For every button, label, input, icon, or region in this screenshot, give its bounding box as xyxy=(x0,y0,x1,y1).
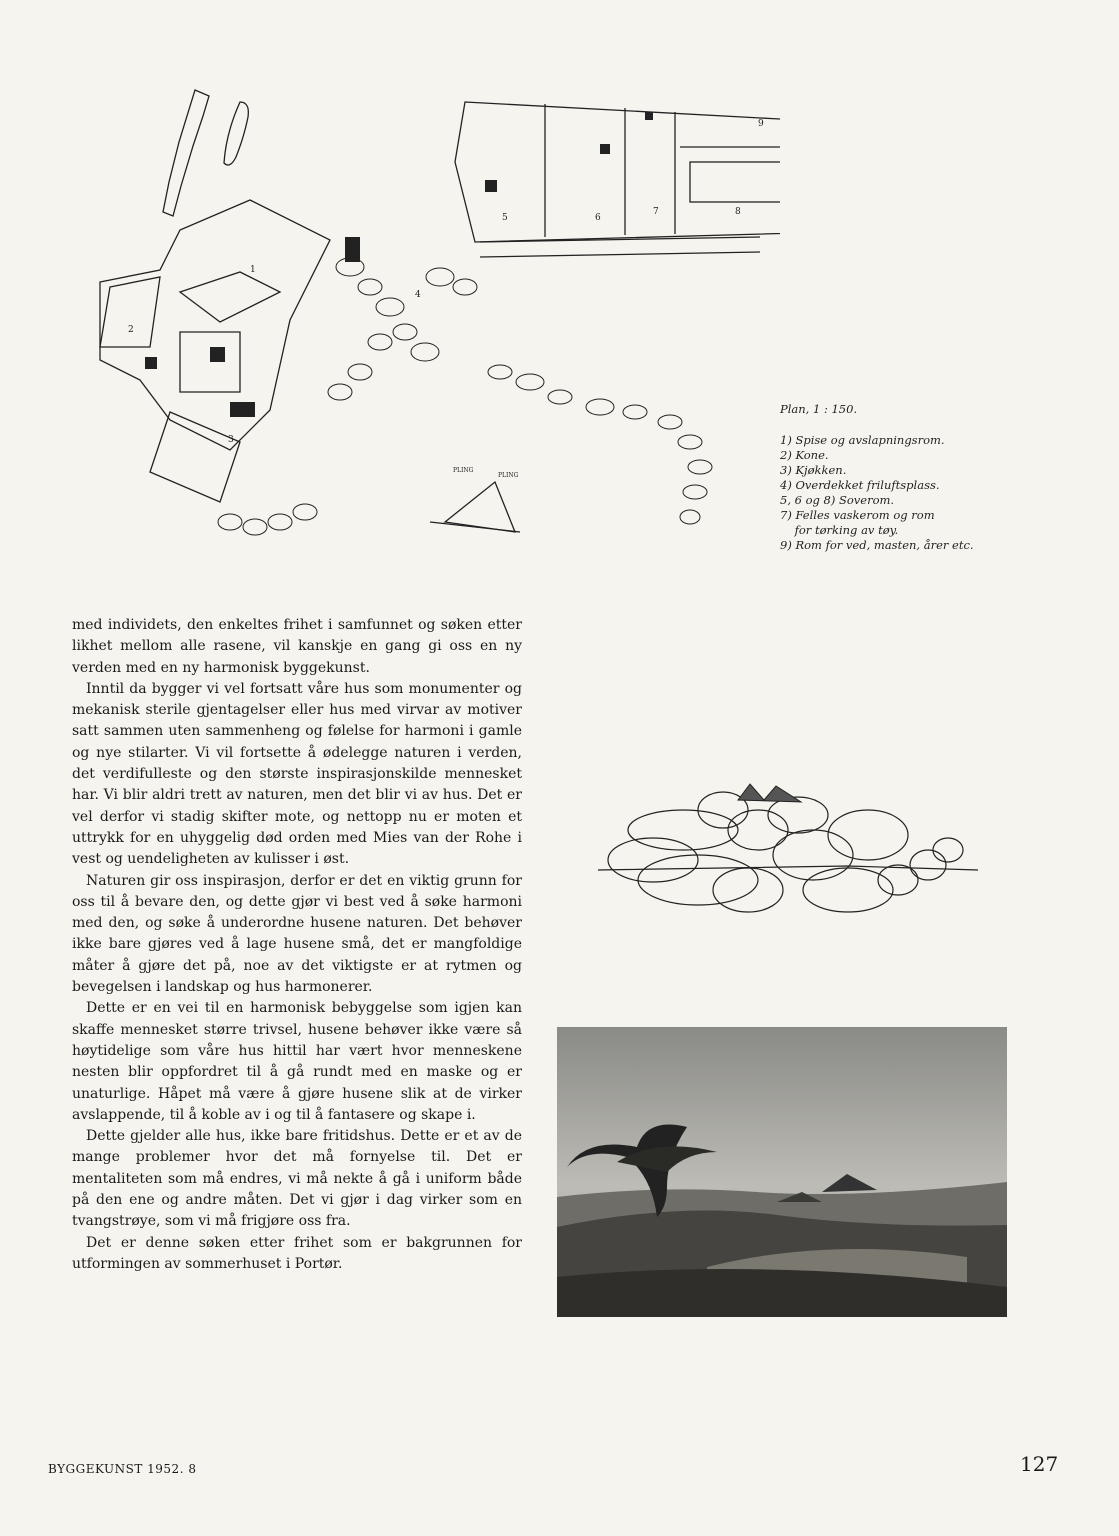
page-number: 127 xyxy=(1020,1452,1059,1476)
room-label-9: 9 xyxy=(758,119,764,129)
paragraph: Inntil da bygger vi vel fortsatt våre hus som monumenter og mekanisk sterile gjentagelser eller hus med virvar av motiver satt sammen uten sammenheng og følelse for harmoni i gamle og nye stilarter. Vi vil fortsette å ødelegge naturen i verden, det verdifulleste og den største inspirasjonskilde mennesket har. Vi blir aldri trett av naturen, men det blir vi av hus. Det er vel derfor vi stadig skifter mote, og nettopp nu er moten et uttrykk for en uhyggelig død orden med Mies van der Rohe i vest og uendeligheten av kulisser i øst. xyxy=(72,680,522,868)
room-label-1: 1 xyxy=(250,265,256,275)
compass-label-left: PLING xyxy=(453,467,474,474)
plan-scale-title: Plan, 1 : 150. xyxy=(780,402,858,416)
room-label-6: 6 xyxy=(595,213,601,223)
plan-legend xyxy=(780,402,1070,553)
legend-item: 1) Spise og avslapningsrom. xyxy=(780,433,945,447)
compass-label-right: PLING xyxy=(498,472,519,479)
legend-item: 4) Overdekket friluftsplass. xyxy=(780,478,940,492)
floor-plan-drawing xyxy=(80,82,780,582)
legend-item: 5, 6 og 8) Soverom. xyxy=(780,493,895,507)
room-label-7: 7 xyxy=(653,207,659,217)
paragraph: Dette er en vei til en harmonisk bebyggelse som igjen kan skaffe mennesket større trivsel, husene behøver ikke være så høytidelige som våre hus hittil har vært hvor menneskene nesten blir oppfordret til å gå rundt med en maske og er unaturlige. Håpet må være å gjøre husene slik at de virker avslappende, til å koble av i og til å fantasere og skape i. xyxy=(72,1000,522,1123)
legend-item: 2) Kone. xyxy=(780,448,829,462)
legend-item: 9) Rom for ved, masten, årer etc. xyxy=(780,538,974,552)
paragraph: med individets, den enkeltes frihet i samfunnet og søken etter likhet mellom alle rasene, vil kanskje en gang gi oss en ny verden med en ny harmonisk byggekunst. xyxy=(72,617,522,676)
room-label-3: 3 xyxy=(228,435,234,445)
legend-item: 7) Felles vaskerom og rom xyxy=(780,508,935,522)
room-label-2: 2 xyxy=(128,325,134,335)
legend-item: 3) Kjøkken. xyxy=(780,463,847,477)
article-body xyxy=(72,615,522,1275)
room-label-8: 8 xyxy=(735,207,741,217)
paragraph: Naturen gir oss inspirasjon, derfor er det en viktig grunn for oss til å bevare den, og dette gjør vi best ved å søke harmoni med den, og søke å underordne husene naturen. Det behøver ikke bare gjøres ved å lage husene små, det er mangfoldige måter å gjøre det på, noe av det viktigste er at rytmen og bevegelsen i landskap og hus harmonerer. xyxy=(72,872,522,996)
paragraph: Dette gjelder alle hus, ikke bare fritidshus. Dette er et av de mange problemer hvor det må fornyelse til. Det er mentaliteten som må endres, vi må nekte å gå i uniform både på den ene og andre måten. Det vi gjør i dag virker som en tvangstrøye, som vi må frigjøre oss fra. xyxy=(72,1128,522,1230)
journal-footer: BYGGEKUNST 1952. 8 xyxy=(48,1462,197,1476)
paragraph: Det er denne søken etter frihet som er bakgrunnen for utformingen av sommerhuset i Portør. xyxy=(72,1234,522,1272)
room-label-4: 4 xyxy=(415,290,421,300)
landscape-sketch xyxy=(598,770,978,940)
legend-item: for tørking av tøy. xyxy=(780,523,899,537)
landscape-photo xyxy=(557,1027,1007,1317)
room-label-5: 5 xyxy=(502,213,508,223)
